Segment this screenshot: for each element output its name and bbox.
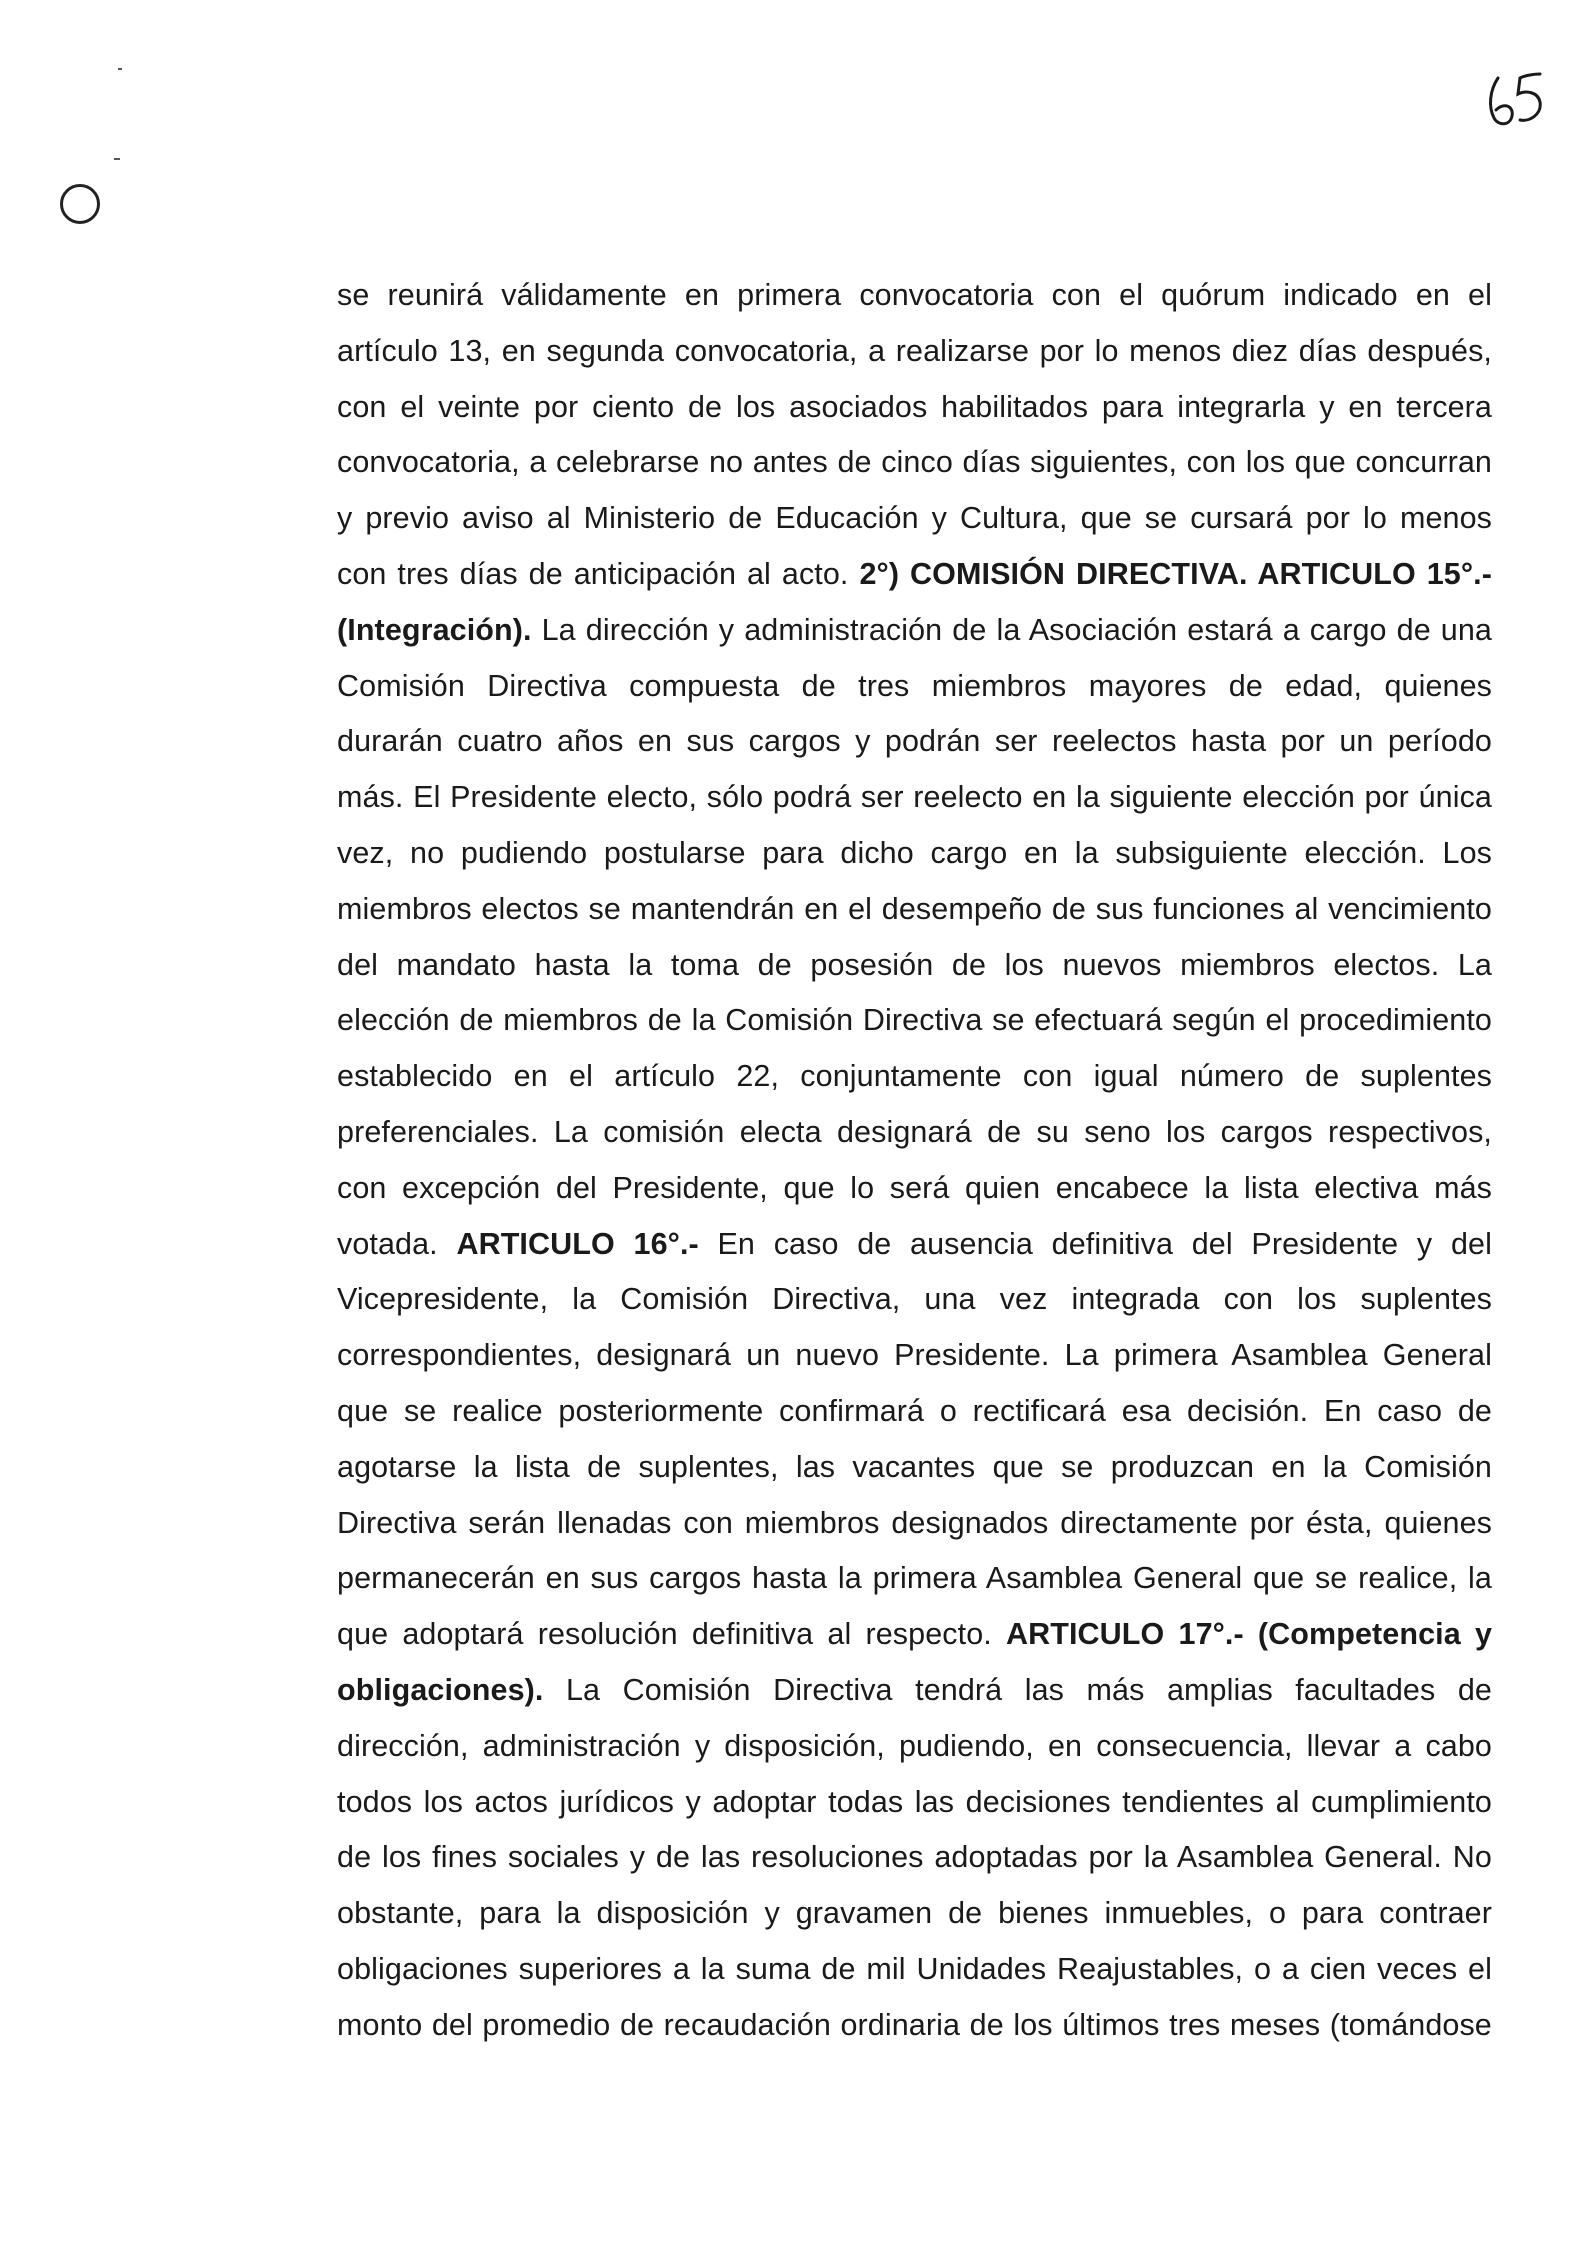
article-heading-16: ARTICULO 16°.-: [456, 1226, 699, 1261]
text-segment: se reunirá válidamente en primera convocatoria con el quórum indicado en el artículo 13, en segunda convocatoria, a realizarse por lo menos diez días después, con el veinte por ciento de los asociados habilitados para integrarla y en tercera convocatoria, a celebrarse no antes de cinco días siguientes, con los que concurran y previo aviso al Ministerio de Educación y Cultura, que se cursará por lo menos con tres días de anticipación al acto.: [337, 278, 1492, 591]
section-heading-comision-directiva: 2°) COMISIÓN DIRECTIVA. ARTICULO 15°.- (Integración).: [337, 556, 1492, 647]
scan-speck: [114, 158, 120, 160]
handwritten-page-number-icon: [1480, 64, 1560, 134]
text-segment: La dirección y administración de la Asociación estará a cargo de una Comisión Directiva compuesta de tres miembros mayores de edad, quienes durarán cuatro años en sus cargos y podrán ser reelectos hasta por un período más. El Presidente electo, sólo podrá ser reelecto en la siguiente elección por única vez, no pudiendo postularse para dicho cargo en la subsiguiente elección. Los miembros electos se mantendrán en el desempeño de sus funciones al vencimiento del mandato hasta la toma de posesión de los nuevos miembros electos. La elección de miembros de la Comisión Directiva se efectuará según el procedimiento establecido en el artículo 22, conjuntamente con igual número de suplentes preferenciales. La comisión electa designará de su seno los cargos respectivos, con excepción del Presidente, que lo será quien encabece la lista electiva más votada.: [337, 612, 1492, 1261]
article-heading-17: ARTICULO 17°.- (Competencia y obligaciones).: [337, 1617, 1493, 1707]
statute-body-text: [337, 268, 1492, 2054]
text-segment: La Comisión Directiva tendrá las más amplias facultades de dirección, administración y disposición, pudiendo, en consecuencia, llevar a cabo todos los actos jurídicos y adoptar todas las decisiones tendientes al cumplimiento de los fines sociales y de las resoluciones adoptadas por la Asamblea General. No obstante, para la disposición y gravamen de bienes inmuebles, o para contraer obligaciones superiores a la suma de mil Unidades Reajustables, o a cien veces el monto del promedio de recaudación ordinaria de los últimos tres meses (tomándose: [337, 1672, 1492, 2042]
punch-hole-mark: [60, 184, 100, 224]
scan-speck: [118, 68, 122, 70]
handwritten-page-number: [1480, 64, 1560, 134]
text-segment: En caso de ausencia definitiva del Presidente y del Vicepresidente, la Comisión Directiva, una vez integrada con los suplentes correspondientes, designará un nuevo Presidente. La primera Asamblea General que se realice posteriormente confirmará o rectificará esa decisión. En caso de agotarse la lista de suplentes, las vacantes que se produzcan en la Comisión Directiva serán llenadas con miembros designados directamente por ésta, quienes permanecerán en sus cargos hasta la primera Asamblea General que se realice, la que adoptará resolución definitiva al respecto.: [337, 1226, 1492, 1652]
